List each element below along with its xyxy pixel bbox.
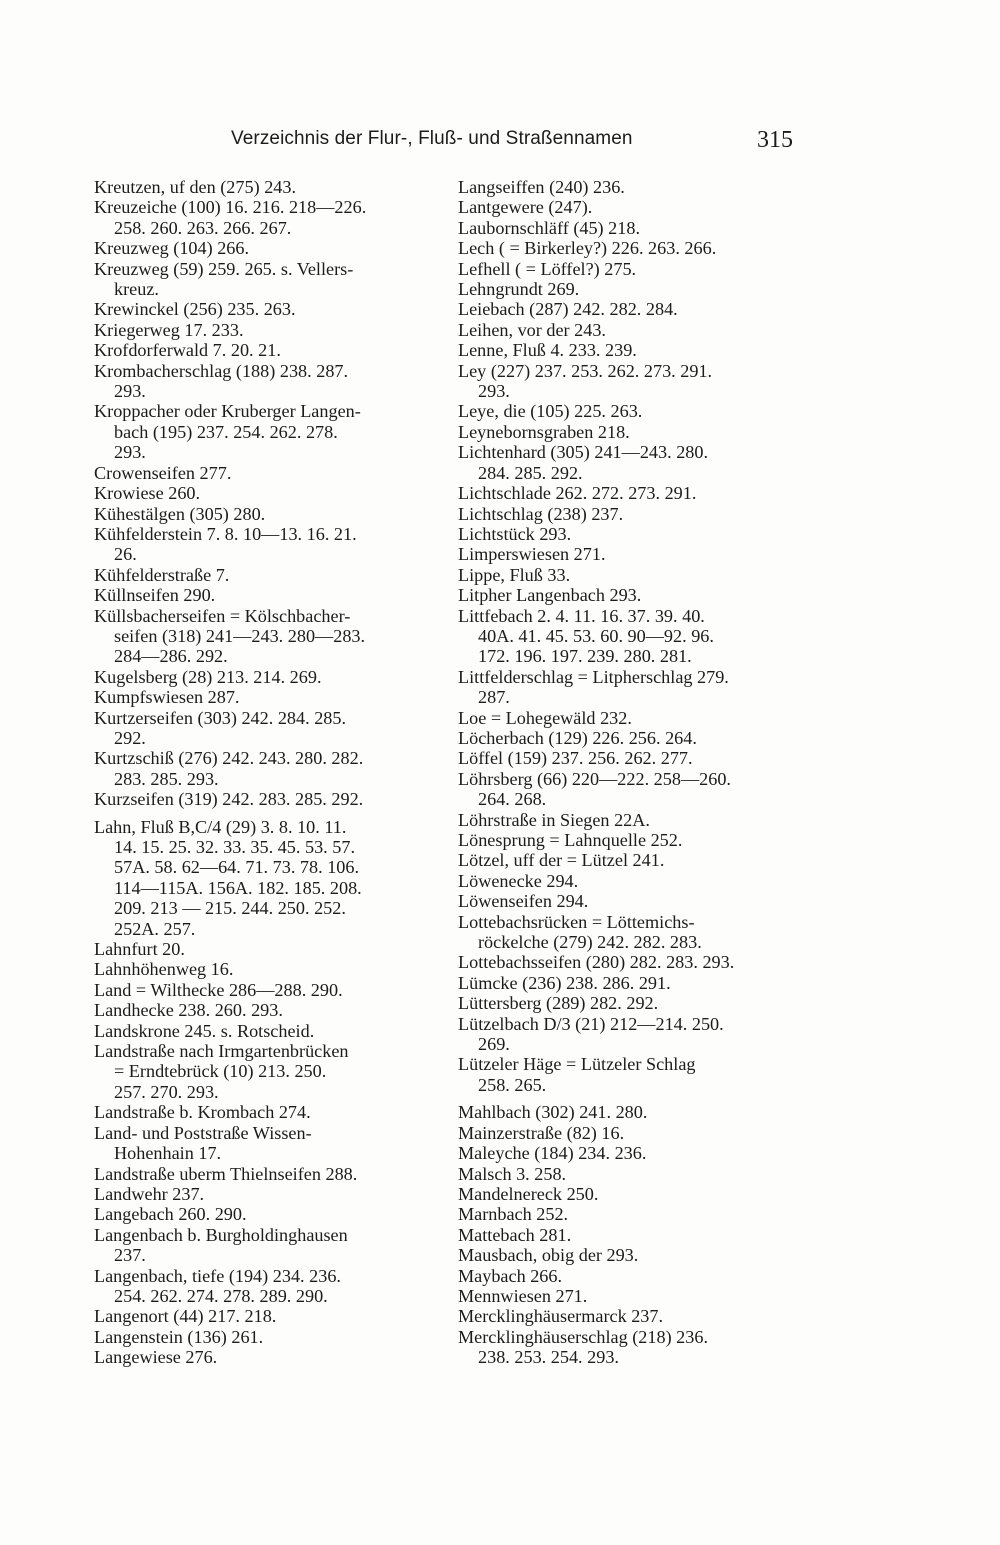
index-entry: Leihen, vor der 243. [458, 319, 606, 340]
index-entry: Mausbach, obig der 293. [458, 1245, 639, 1266]
index-entry: Mennwiesen 271. [458, 1285, 588, 1306]
index-entry: Maleyche (184) 234. 236. [458, 1143, 647, 1164]
index-entry: Kurzseifen (319) 242. 283. 285. 292. [94, 789, 364, 810]
index-entry: Lützelbach D/3 (21) 212—214. 250. 269. [458, 1013, 724, 1055]
index-entry: Lahnfurt 20. [94, 939, 185, 960]
index-entry: Krombacherschlag (188) 238. 287. 293. [94, 360, 349, 402]
index-entry: Ley (227) 237. 253. 262. 273. 291. 293. [458, 360, 713, 402]
index-entry: Laubornschläff (45) 218. [458, 217, 640, 238]
index-entry: Kugelsberg (28) 213. 214. 269. [94, 666, 322, 687]
index-entry: Löwenecke 294. [458, 870, 579, 891]
index-entry: Littfebach 2. 4. 11. 16. 37. 39. 40. 40A. 41. 45. 53. 60. 90—92. 96. 172. 196. 197. 239. 280. 281. [458, 605, 714, 667]
index-entry: Lichtschlag (238) 237. [458, 503, 624, 524]
index-entry: Krofdorferwald 7. 20. 21. [94, 340, 281, 361]
index-entry: Kumpfswiesen 287. [94, 687, 240, 708]
index-entry: Maybach 266. [458, 1265, 563, 1286]
index-entry: Lümcke (236) 238. 286. 291. [458, 972, 671, 993]
index-entry: Löffel (159) 237. 256. 262. 277. [458, 748, 693, 769]
index-entry: Kroppacher oder Kruberger Langen- bach (195) 237. 254. 262. 278. 293. [94, 401, 361, 463]
index-entry: Krowiese 260. [94, 483, 201, 504]
index-entry: Lippe, Fluß 33. [458, 564, 571, 585]
index-entry: Leiebach (287) 242. 282. 284. [458, 299, 678, 320]
index-column-right [458, 177, 808, 1368]
index-entry: Lichtstück 293. [458, 523, 572, 544]
index-entry: Küllsbacherseifen = Kölschbacher- seifen (318) 241—243. 280—283. 284—286. 292. [94, 605, 366, 667]
index-entry: Leye, die (105) 225. 263. [458, 401, 643, 422]
index-entry: Landhecke 238. 260. 293. [94, 1000, 283, 1021]
index-entry: Lehngrundt 269. [458, 279, 580, 300]
index-entry: Mercklinghäuserschlag (218) 236. 238. 253. 254. 293. [458, 1326, 709, 1368]
index-entry: Lönesprung = Lahnquelle 252. [458, 830, 683, 850]
index-entry: Mahlbach (302) 241. 280. [458, 1102, 648, 1123]
index-entry: Marnbach 252. [458, 1204, 569, 1225]
index-entry: Landstraße uberm Thielnseifen 288. [94, 1163, 358, 1184]
index-entry: Krewinckel (256) 235. 263. [94, 299, 296, 320]
index-entry: Langenstein (136) 261. [94, 1326, 264, 1347]
index-entry: Kreutzen, uf den (275) 243. [94, 177, 297, 197]
index-entry: Landwehr 237. [94, 1183, 205, 1204]
index-entry: Lützeler Häge = Lützeler Schlag 258. 265. [458, 1054, 696, 1095]
index-column-left [94, 177, 454, 1368]
index-entry: Limperswiesen 271. [458, 544, 606, 565]
index-entry: Kreuzweg (104) 266. [94, 238, 250, 259]
index-entry: Kreuzweg (59) 259. 265. s. Vellers- kreuz. [94, 258, 354, 300]
index-entry: Lötzel, uff der = Lützel 241. [458, 850, 665, 871]
index-entry: Kühestälgen (305) 280. [94, 503, 266, 524]
index-entry: Lahn, Fluß B,C/4 (29) 3. 8. 10. 11. 14. 15. 25. 32. 33. 35. 45. 53. 57. 57A. 58. 62—64. 71. 73. 78. 106. 114—115A. 156A. 182. 185. 208. 209. 213 — 215. 244. 250. 252. 252A. 257. [94, 816, 362, 939]
index-entry: Langenort (44) 217. 218. [94, 1306, 277, 1327]
index-entry: Küllnseifen 290. [94, 585, 216, 606]
index-entry: Landskrone 245. s. Rotscheid. [94, 1020, 315, 1041]
index-entry: Kühfelderstein 7. 8. 10—13. 16. 21. 26. [94, 523, 357, 565]
index-entry: Langewiese 276. [94, 1347, 218, 1368]
index-entry: Lichtenhard (305) 241—243. 280. 284. 285. 292. [458, 442, 709, 483]
index-entry: Lefhell ( = Löffel?) 275. [458, 258, 637, 279]
index-entry: Lottebachsrücken = Löttemichs- röckelche (279) 242. 282. 283. [458, 911, 702, 953]
index-entry: Landstraße nach Irmgartenbrücken = Erndtebrück (10) 213. 250. 257. 270. 293. [94, 1041, 349, 1102]
page-number: 315 [757, 127, 793, 153]
index-entry: Langseiffen (240) 236. [458, 177, 625, 197]
index-entry: Kurtzerseifen (303) 242. 284. 285. 292. [94, 707, 347, 748]
index-entry: Mandelnereck 250. [458, 1183, 599, 1204]
index-entry: Land = Wilthecke 286—288. 290. [94, 979, 343, 1000]
index-entry: Kriegerweg 17. 233. [94, 319, 244, 340]
index-entry: Mainzerstraße (82) 16. [458, 1122, 625, 1143]
index-entry: Löcherbach (129) 226. 256. 264. [458, 727, 697, 748]
index-entry: Crowenseifen 277. [94, 462, 232, 483]
index-entry: Malsch 3. 258. [458, 1163, 567, 1184]
index-entry: Langenbach, tiefe (194) 234. 236. 254. 262. 274. 278. 289. 290. [94, 1265, 341, 1306]
index-entry: Loe = Lohegewäld 232. [458, 707, 632, 728]
index-entry: Mattebach 281. [458, 1224, 572, 1245]
index-entry: Mercklinghäusermarck 237. [458, 1306, 664, 1327]
index-entry: Lenne, Fluß 4. 233. 239. [458, 340, 637, 361]
index-entry: Lahnhöhenweg 16. [94, 959, 234, 980]
index-entry: Leynebornsgraben 218. [458, 421, 630, 442]
index-entry: Kreuzeiche (100) 16. 216. 218—226. 258. 260. 263. 266. 267. [94, 197, 367, 238]
index-entry: Lüttersberg (289) 282. 292. [458, 993, 659, 1014]
index-entry: Landstraße b. Krombach 274. [94, 1102, 311, 1123]
index-entry: Litpher Langenbach 293. [458, 585, 642, 606]
index-entry: Löwenseifen 294. [458, 891, 589, 912]
index-entry: Lichtschlade 262. 272. 273. 291. [458, 483, 697, 504]
index-entry: Löhrstraße in Siegen 22A. [458, 809, 650, 830]
index-entry: Lottebachsseifen (280) 282. 283. 293. [458, 952, 735, 973]
index-entry: Kühfelderstraße 7. [94, 564, 230, 585]
index-entry: Lantgewere (247). [458, 197, 593, 218]
index-entry: Kurtzschiß (276) 242. 243. 280. 282. 283. 285. 293. [94, 748, 364, 789]
running-title: Verzeichnis der Flur-, Fluß- und Straßennamen [231, 128, 633, 149]
index-entry: Langenbach b. Burgholdinghausen 237. [94, 1224, 348, 1266]
index-entry: Langebach 260. 290. [94, 1204, 247, 1225]
index-entry: Lech ( = Birkerley?) 226. 263. 266. [458, 238, 717, 259]
page-header [0, 124, 1000, 160]
index-entry: Löhrsberg (66) 220—222. 258—260. 264. 268. [458, 768, 731, 810]
index-entry: Littfelderschlag = Litpherschlag 279. 287. [458, 666, 729, 708]
index-entry: Land- und Poststraße Wissen- Hohenhain 17. [94, 1122, 312, 1164]
